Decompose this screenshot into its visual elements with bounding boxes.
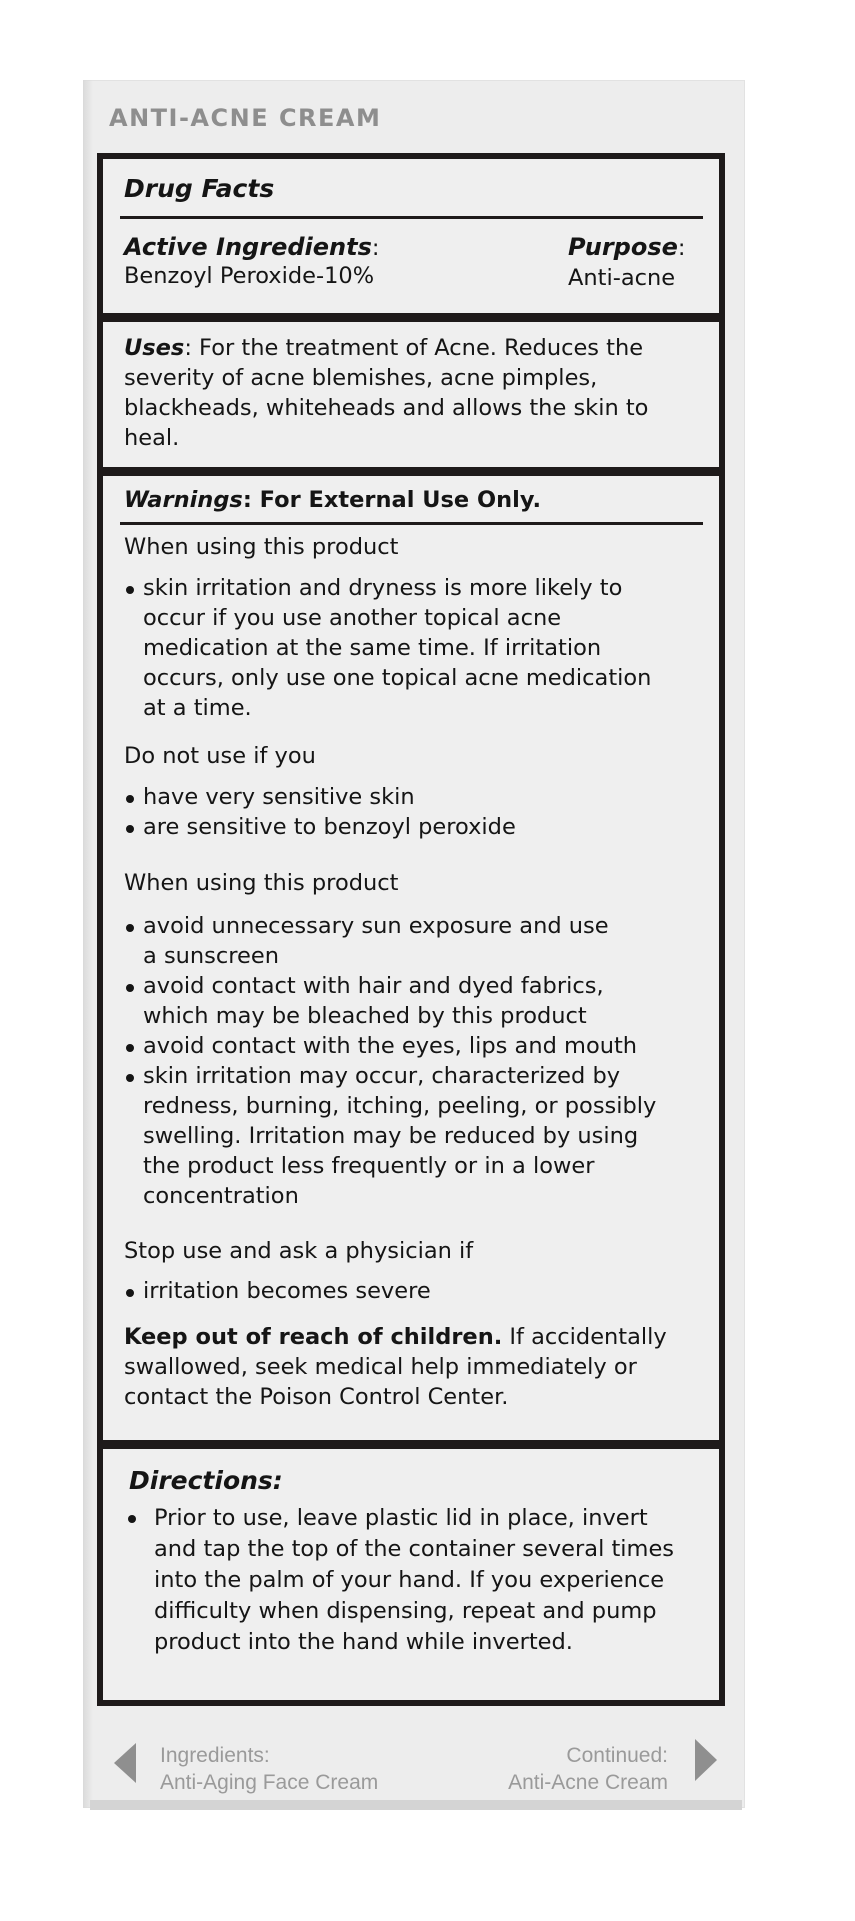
stop-use-title: Stop use and ask a physician if [124,1238,474,1264]
uses-label: Uses [124,335,185,361]
previous-panel-product: Anti-Aging Face Cream [160,1771,379,1794]
previous-panel-note [160,1742,378,1796]
active-ingredient-value: Benzoyl Peroxide-10% [124,263,375,289]
warnings-when-using-list-2 [124,911,714,1211]
purpose-heading [568,232,685,263]
keep-out-bold: Keep out of reach of children. [124,1324,503,1350]
list-item: avoid unnecessary sun exposure and use a sunscreen [124,911,714,971]
warnings-rule [120,522,703,525]
previous-panel-label: Ingredients: [160,1744,270,1767]
purpose-colon: : [677,235,686,261]
active-ingredients-colon: : [371,235,380,261]
section-divider [103,467,719,476]
active-ingredients-heading [124,232,379,263]
purpose-value: Anti-acne [568,265,676,291]
uses-text: : For the treatment of Acne. Reduces the severity of acne blemishes, acne pimples, blackheads, whiteheads and allows the skin to heal. [124,335,649,451]
directions-list [124,1503,719,1658]
warnings-when-using-title-2: When using this product [124,870,399,896]
keep-out-of-reach [124,1322,714,1412]
purpose-label: Purpose [568,233,678,261]
list-item: are sensitive to benzoyl peroxide [124,812,714,842]
uses-section [124,333,714,453]
drug-facts-heading: Drug Facts [124,174,275,203]
next-triangle-icon [695,1739,717,1781]
drug-facts-rule [120,216,703,219]
carton-edge-shade [83,80,93,1808]
directions-heading: Directions: [129,1466,283,1495]
warnings-headline: : For External Use Only. [242,487,542,513]
previous-triangle-icon [114,1743,136,1783]
list-item: skin irritation and dryness is more likely to occur if you use another topical acne medication at the same time. If irritation occurs, only use one topical acne medication at a time. [124,573,714,723]
list-item: irritation becomes severe [124,1276,714,1306]
stop-use-list [124,1276,714,1306]
list-item: have very sensitive skin [124,782,714,812]
next-panel-note [508,1742,668,1796]
list-item: skin irritation may occur, characterized by redness, burning, itching, peeling, or possibly swelling. Irritation may be reduced by using the product less frequently or in a lower concentration [124,1061,714,1211]
next-panel-label: Continued: [566,1744,668,1767]
product-title: ANTI-ACNE CREAM [109,104,382,132]
do-not-use-title: Do not use if you [124,743,316,769]
warnings-heading [124,485,541,515]
carton-bottom-edge [90,1800,742,1810]
do-not-use-list [124,782,714,842]
section-divider [103,1440,719,1449]
warnings-when-using-title-1: When using this product [124,534,399,560]
section-divider [103,313,719,322]
active-ingredients-label: Active Ingredients [124,233,372,261]
next-panel-product: Anti-Acne Cream [508,1771,668,1794]
drug-facts-panel [97,153,725,1706]
list-item: avoid contact with the eyes, lips and mouth [124,1031,714,1061]
list-item: Prior to use, leave plastic lid in place, invert and tap the top of the container several times into the palm of your hand. If you experience difficulty when dispensing, repeat and pump product into the hand while inverted. [124,1503,719,1658]
list-item: avoid contact with hair and dyed fabrics, which may be bleached by this product [124,971,714,1031]
warnings-label: Warnings [124,487,243,513]
warnings-when-using-list-1 [124,573,714,723]
keep-out-text: If accidentally swallowed, seek medical help immediately or contact the Poison Control Center. [124,1324,667,1410]
